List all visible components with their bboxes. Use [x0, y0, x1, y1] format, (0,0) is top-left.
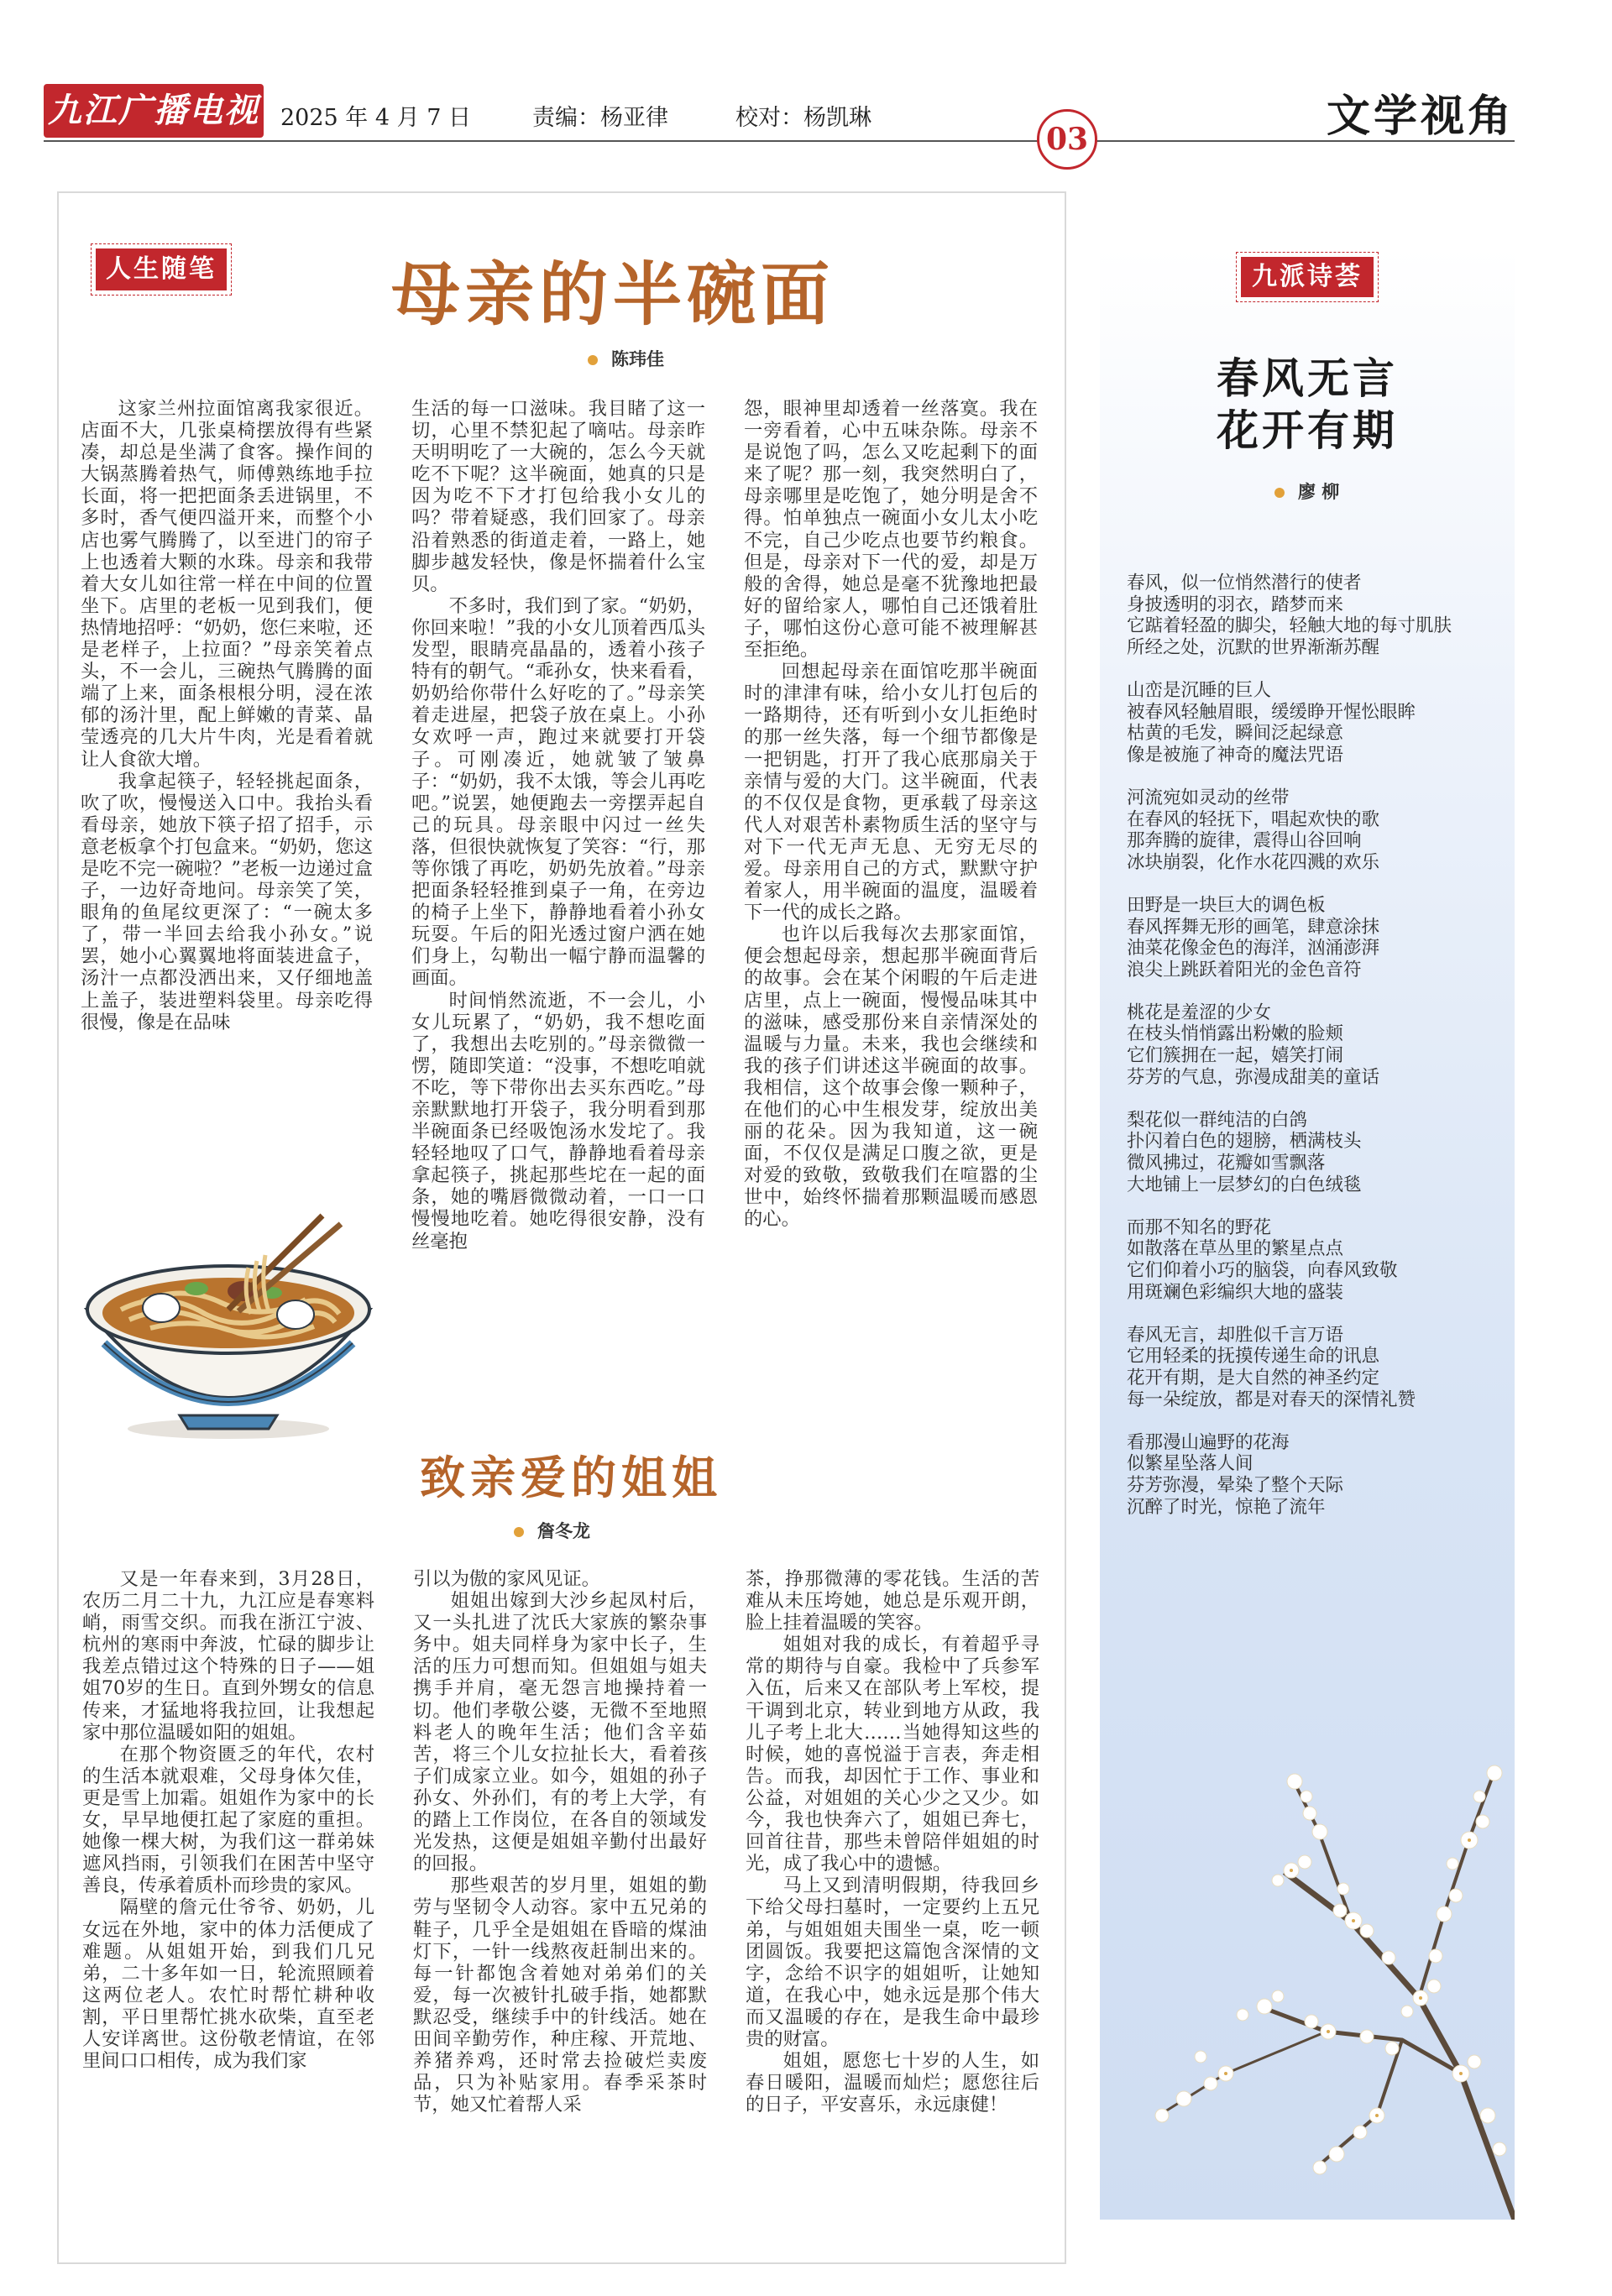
poem-stanza [1127, 1325, 1513, 1410]
paragraph: 姐姐，愿您七十岁的人生，如春日暖阳，温暖而灿烂；愿您往后的日子，平安喜乐，永远康健！ [746, 2050, 1039, 2116]
poem-line: 它踮着轻盈的脚尖，轻触大地的每寸肌肤 [1127, 615, 1452, 637]
paragraph: 不多时，我们到了家。“奶奶，你回来啦！”我的小女儿顶着西瓜头发型，眼睛亮晶晶的，透着小孩子特有的朝气。“乖孙女，快来看看，奶奶给你带什么好吃的了。”母亲笑着走进屋，把袋子放在桌上。小孙女欢呼一声，跑过来就要打开袋子。可刚凑近，她就皱了皱鼻子：“奶奶，我不太饿，等会儿再吃吧。”说罢，她便跑去一旁摆弄起自己的玩具。母亲眼中闪过一丝失落，但很快就恢复了笑容：“行，那等你饿了再吃，奶奶先放着。”母亲把面条轻轻推到桌子一角，在旁边的椅子上坐下，静静地看着小孙女玩耍。午后的阳光透过窗户洒在她们身上，勾勒出一幅宁静而温馨的画面。 [411, 594, 705, 990]
poem-line: 芬芳弥漫，晕染了整个天际 [1127, 1474, 1344, 1496]
poem-title-line-2: 花开有期 [1217, 405, 1398, 455]
article1-title: 母亲的半碗面 [390, 255, 835, 335]
poem-stanza [1127, 1110, 1513, 1195]
article1-author: 陈玮佳 [611, 349, 664, 369]
paragraph: 我拿起筷子，轻轻挑起面条，吹了吹，慢慢送入口中。我抬头看看母亲，她放下筷子招了招手，示意老板拿个打包盒来。“奶奶，您这是吃不完一碗啦？”老板一边递过盒子，一边好奇地问。母亲笑了笑，眼角的鱼尾纹更深了：“一碗太多了，带一半回去给我小孙女。”说罢，她小心翼翼地将面装进盒子，汤汁一点都没洒出来，又仔细地盖上盖子，装进塑料袋里。母亲吃得很慢，像是在品味 [81, 770, 373, 1033]
poem-line: 如散落在草丛里的繁星点点 [1127, 1238, 1344, 1260]
poem-line: 枯黄的毛发，瞬间泛起绿意 [1127, 723, 1344, 745]
poem-stanza [1127, 1217, 1513, 1303]
poem-line: 春风无言，却胜似千言万语 [1127, 1324, 1344, 1346]
poem-line: 在春风的轻抚下，唱起欢快的歌 [1127, 808, 1380, 830]
poem-byline [1274, 479, 1339, 504]
article2-byline [514, 1518, 590, 1543]
poem-title [1100, 353, 1515, 457]
article2-author: 詹冬龙 [537, 1521, 590, 1541]
paragraph: 这家兰州拉面馆离我家很近。店面不大，几张桌椅摆放得有些紧凑，却总是坐满了食客。操作间的大锅蒸腾着热气，师傅熟练地手拉长面，将一把把面条丢进锅里，不多时，香气便四溢开来，而整个小店也雾气腾腾了，以至进门的帘子上也透着大颗的水珠。母亲和我带着大女儿如往常一样在中间的位置坐下。店里的老板一见到我们，便热情地招呼：“奶奶，您仨来啦，还是老样子，上拉面？”母亲笑着点头，不一会儿，三碗热气腾腾的面端了上来，面条根根分明，浸在浓郁的汤汁里，配上鲜嫩的青菜、晶莹透亮的几大片牛肉，光是看着就让人食欲大增。 [81, 398, 373, 771]
poem-line: 在枝头悄悄露出粉嫩的脸颊 [1127, 1023, 1344, 1045]
poem-line: 油菜花像金色的海洋，汹涌澎湃 [1127, 938, 1380, 960]
poem-line: 浪尖上跳跃着阳光的金色音符 [1127, 959, 1362, 981]
paragraph: 在那个物资匮乏的年代，农村的生活本就艰难，父母身体欠佳，更是雪上加霜。姐姐作为家中的长女，早早地便扛起了家庭的重担。她像一棵大树，为我们这一群弟妹遮风挡雨，引领我们在困苦中坚守善良，传承着质朴而珍贵的家风。 [82, 1743, 374, 1897]
poem-stanza [1127, 573, 1513, 658]
poem-line: 河流宛如灵动的丝带 [1127, 787, 1290, 808]
header-divider [44, 140, 1515, 142]
poem-line: 它们仰着小巧的脑袋，向春风致敬 [1127, 1260, 1398, 1281]
poem-line: 那奔腾的旋律，震得山谷回响 [1127, 830, 1362, 852]
section-title: 文学视角 [1326, 92, 1515, 142]
poem-line: 像是被施了神奇的魔法咒语 [1127, 744, 1344, 766]
editor-credit: 责编：杨亚律 [532, 105, 668, 131]
poem-line: 每一朵绽放，都是对春天的深情礼赞 [1127, 1389, 1416, 1410]
poem-body [1127, 573, 1513, 1540]
paragraph: 生活的每一口滋味。我目睹了这一切，心里不禁犯起了嘀咕。母亲昨天明明吃了一大碗的，怎么今天就吃不下呢？这半碗面，她真的只是因为吃不下才打包给我小女儿的吗？带着疑惑，我们回家了。母亲沿着熟悉的街道走着，一路上，她脚步越发轻快，像是怀揣着什么宝贝。 [411, 398, 705, 595]
poem-line: 看那漫山遍野的花海 [1127, 1431, 1290, 1453]
newspaper-logo: 九江广播电视报 [44, 84, 264, 138]
paragraph: 也许以后我每次去那家面馆，便会想起母亲，想起那半碗面背后的故事。会在某个闲暇的午后走进店里，点上一碗面，慢慢品味其中的滋味，感受那份来自亲情深处的温暖与力量。未来，我也会继续和我的孩子们讲述这半碗面的故事。我相信，这个故事会像一颗种子，在他们的心中生根发芽，绽放出美丽的花朵。因为我知道，这一碗面，不仅仅是满足口腹之欲，更是对爱的致敬，致敬我们在喧嚣的尘世中，始终怀揣着那颗温暖而感恩的心。 [744, 923, 1038, 1231]
poem-stanza [1127, 680, 1513, 766]
poem-line: 芬芳的气息，弥漫成甜美的童话 [1127, 1066, 1380, 1088]
poem-line: 沉醉了时光，惊艳了流年 [1127, 1496, 1326, 1518]
poem-line: 梨花似一群纯洁的白鸽 [1127, 1109, 1308, 1131]
paragraph: 又是一年春来到，3月28日，农历二月二十九，九江应是春寒料峭，雨雪交织。而我在浙江宁波、杭州的寒雨中奔波，忙碌的脚步让我差点错过这个特殊的日子——姐姐70岁的生日。直到外甥女的信息传来，才猛地将我拉回，让我想起家中那位温暖如阳的姐姐。 [82, 1568, 374, 1744]
article2-column-3 [746, 1568, 1039, 2116]
poem-line: 所经之处，沉默的世界渐渐苏醒 [1127, 636, 1380, 658]
byline-dot-icon [1274, 488, 1285, 498]
poem-line: 春风挥舞无形的画笔，肆意涂抹 [1127, 916, 1380, 938]
article2-title: 致亲爱的姐姐 [420, 1451, 722, 1504]
poem-line: 而那不知名的野花 [1127, 1216, 1272, 1238]
paragraph: 回想起母亲在面馆吃那半碗面时的津津有味，给小女儿打包后的一路期待，还有听到小女儿拒绝时的那一丝失落，每一个细节都像是一把钥匙，打开了我心底那扇关于亲情与爱的大门。这半碗面，代表的不仅仅是食物，更承载了母亲这代人对艰苦朴素物质生活的坚守与对下一代无声无息、无穷无尽的爱。母亲用自己的方式，默默守护着家人，用半碗面的温度，温暖着下一代的成长之路。 [744, 661, 1038, 924]
paragraph: 隔壁的詹元仕爷爷、奶奶，儿女远在外地，家中的体力活便成了难题。从姐姐开始，到我们几兄弟，二十多年如一日，轮流照顾着这两位老人。农忙时帮忙耕种收割，平日里帮忙挑水砍柴，直至老人安详离世。这份敬老情谊，在邻里间口口相传，成为我们家 [82, 1896, 374, 2073]
poem-line: 春风，似一位悄然潜行的使者 [1127, 573, 1362, 594]
byline-dot-icon [514, 1527, 524, 1537]
poem-line: 田野是一块巨大的调色板 [1127, 894, 1326, 916]
paragraph: 时间悄然流逝，不一会儿，小女儿玩累了，“奶奶，我不想吃面了，我想出去吃别的。”母亲微微一愣，随即笑道：“没事，不想吃咱就不吃，等下带你出去买东西吃。”母亲默默地打开袋子，我分明看到那半碗面条已经吸饱汤水发坨了。我轻轻地叹了口气，静静地看着母亲拿起筷子，挑起那些坨在一起的面条，她的嘴唇微微动着，一口一口慢慢地吃着。她吃得很安静，没有丝毫抱 [411, 989, 705, 1253]
pear-blossom-illustration [1100, 1679, 1515, 2220]
poem-line: 冰块崩裂，化作水花四溅的欢乐 [1127, 851, 1380, 873]
proofreader-credit: 校对：杨凯琳 [735, 105, 871, 131]
paragraph: 茶，挣那微薄的零花钱。生活的苦难从未压垮她，她总是乐观开朗，脸上挂着温暖的笑容。 [746, 1568, 1039, 1634]
poem-line: 桃花是羞涩的少女 [1127, 1002, 1272, 1023]
paragraph: 马上又到清明假期，待我回乡下给父母扫墓时，一定要约上五兄弟，与姐姐姐夫围坐一桌，吃一顿团圆饭。我要把这篇饱含深情的文字，念给不识字的姐姐听，让她知道，在我心中，她永远是那个伟大而又温暖的存在，是我生命中最珍贵的财富。 [746, 1875, 1039, 2050]
paragraph: 姐姐出嫁到大沙乡起凤村后，又一头扎进了沈氏大家族的繁杂事务中。姐夫同样身为家中长子，生活的压力可想而知。但姐姐与姐夫携手并肩，毫无怨言地操持着一切。他们孝敬公婆，无微不至地照料老人的晚年生活；他们含辛茹苦，将三个儿女拉扯长大，看着孩子们成家立业。如今，姐姐的孙子孙女、外孙们，有的考上大学，有的踏上工作岗位，在各自的领域发光发热，这便是姐姐辛勤付出最好的回报。 [413, 1590, 707, 1875]
paragraph: 引以为傲的家风见证。 [413, 1568, 600, 1590]
paragraph: 姐姐对我的成长，有着超乎寻常的期待与自豪。我检中了兵参军入伍，后来又在部队考上军校，提干调到北京，转业到地方从政，我儿子考上北大……当她得知这些的时候，她的喜悦溢于言表，奔走相告。而我，却因忙于工作、事业和公益，对姐姐的关心少之又少。如今，我也快奔六了，姐姐已奔七，回首往昔，那些未曾陪伴姐姐的时光，成了我心中的遗憾。 [746, 1634, 1039, 1875]
article1-column-2 [411, 398, 705, 1253]
poem-line: 用斑斓色彩编织大地的盛装 [1127, 1281, 1344, 1303]
poem-line: 它们簇拥在一起，嬉笑打闹 [1127, 1045, 1344, 1067]
article2-column-1 [82, 1568, 374, 2072]
paragraph: 那些艰苦的岁月里，姐姐的勤劳与坚韧令人动容。家中五兄弟的鞋子，几乎全是姐姐在昏暗的煤油灯下，一针一线熬夜赶制出来的。每一针都饱含着她对弟弟们的关爱，每一次被针扎破手指，她都默默忍受，继续手中的针线活。她在田间辛勤劳作，种庄稼、开荒地、养猪养鸡，还时常去捡破烂卖废品，只为补贴家用。春季采茶时节，她又忙着帮人采 [413, 1875, 707, 2116]
poem-title-line-1: 春风无言 [1217, 353, 1398, 403]
poem-line: 扑闪着白色的翅膀，栖满枝头 [1127, 1131, 1362, 1153]
poem-stanza [1127, 1002, 1513, 1088]
poem-line: 山峦是沉睡的巨人 [1127, 679, 1272, 701]
poem-stanza [1127, 1432, 1513, 1518]
poem-line: 被春风轻触眉眼，缓缓睁开惺忪眼眸 [1127, 701, 1416, 723]
poem-line: 身披透明的羽衣，踏梦而来 [1127, 594, 1344, 615]
article2-column-2 [413, 1568, 707, 2116]
poem-line: 它用轻柔的抚摸传递生命的讯息 [1127, 1346, 1380, 1368]
article1-column-3 [744, 398, 1038, 1231]
article1-column-1 [81, 398, 373, 1033]
poem-stanza [1127, 787, 1513, 873]
byline-dot-icon [588, 355, 598, 365]
issue-date: 2025 年 4 月 7 日 [280, 105, 471, 131]
poem-line: 似繁星坠落人间 [1127, 1453, 1253, 1475]
poem-stanza [1127, 895, 1513, 981]
noodle-bowl-illustration [71, 1209, 386, 1444]
page-number-badge: 03 [1037, 109, 1097, 170]
poem-line: 花开有期，是大自然的神圣约定 [1127, 1367, 1380, 1389]
column-tag-poetry: 九派诗荟 [1241, 257, 1374, 297]
page-header [0, 0, 1612, 184]
poem-author: 廖 柳 [1298, 482, 1340, 502]
article1-byline [588, 346, 664, 371]
paragraph: 怨，眼神里却透着一丝落寞。我在一旁看着，心中五味杂陈。母亲不是说饱了吗，怎么又吃起剩下的面来了呢？那一刻，我突然明白了，母亲哪里是吃饱了，她分明是舍不得。怕单独点一碗面小女儿太小吃不完，自己少吃点也要节约粮食。但是，母亲对下一代的爱，却是万般的舍得，她总是毫不犹豫地把最好的留给家人，哪怕自己还饿着肚子，哪怕这份心意可能不被理解甚至拒绝。 [744, 398, 1038, 662]
poem-line: 微风拂过，花瓣如雪飘落 [1127, 1153, 1326, 1174]
poem-line: 大地铺上一层梦幻的白色绒毯 [1127, 1174, 1362, 1195]
column-tag-life-essay: 人生随笔 [96, 248, 227, 290]
